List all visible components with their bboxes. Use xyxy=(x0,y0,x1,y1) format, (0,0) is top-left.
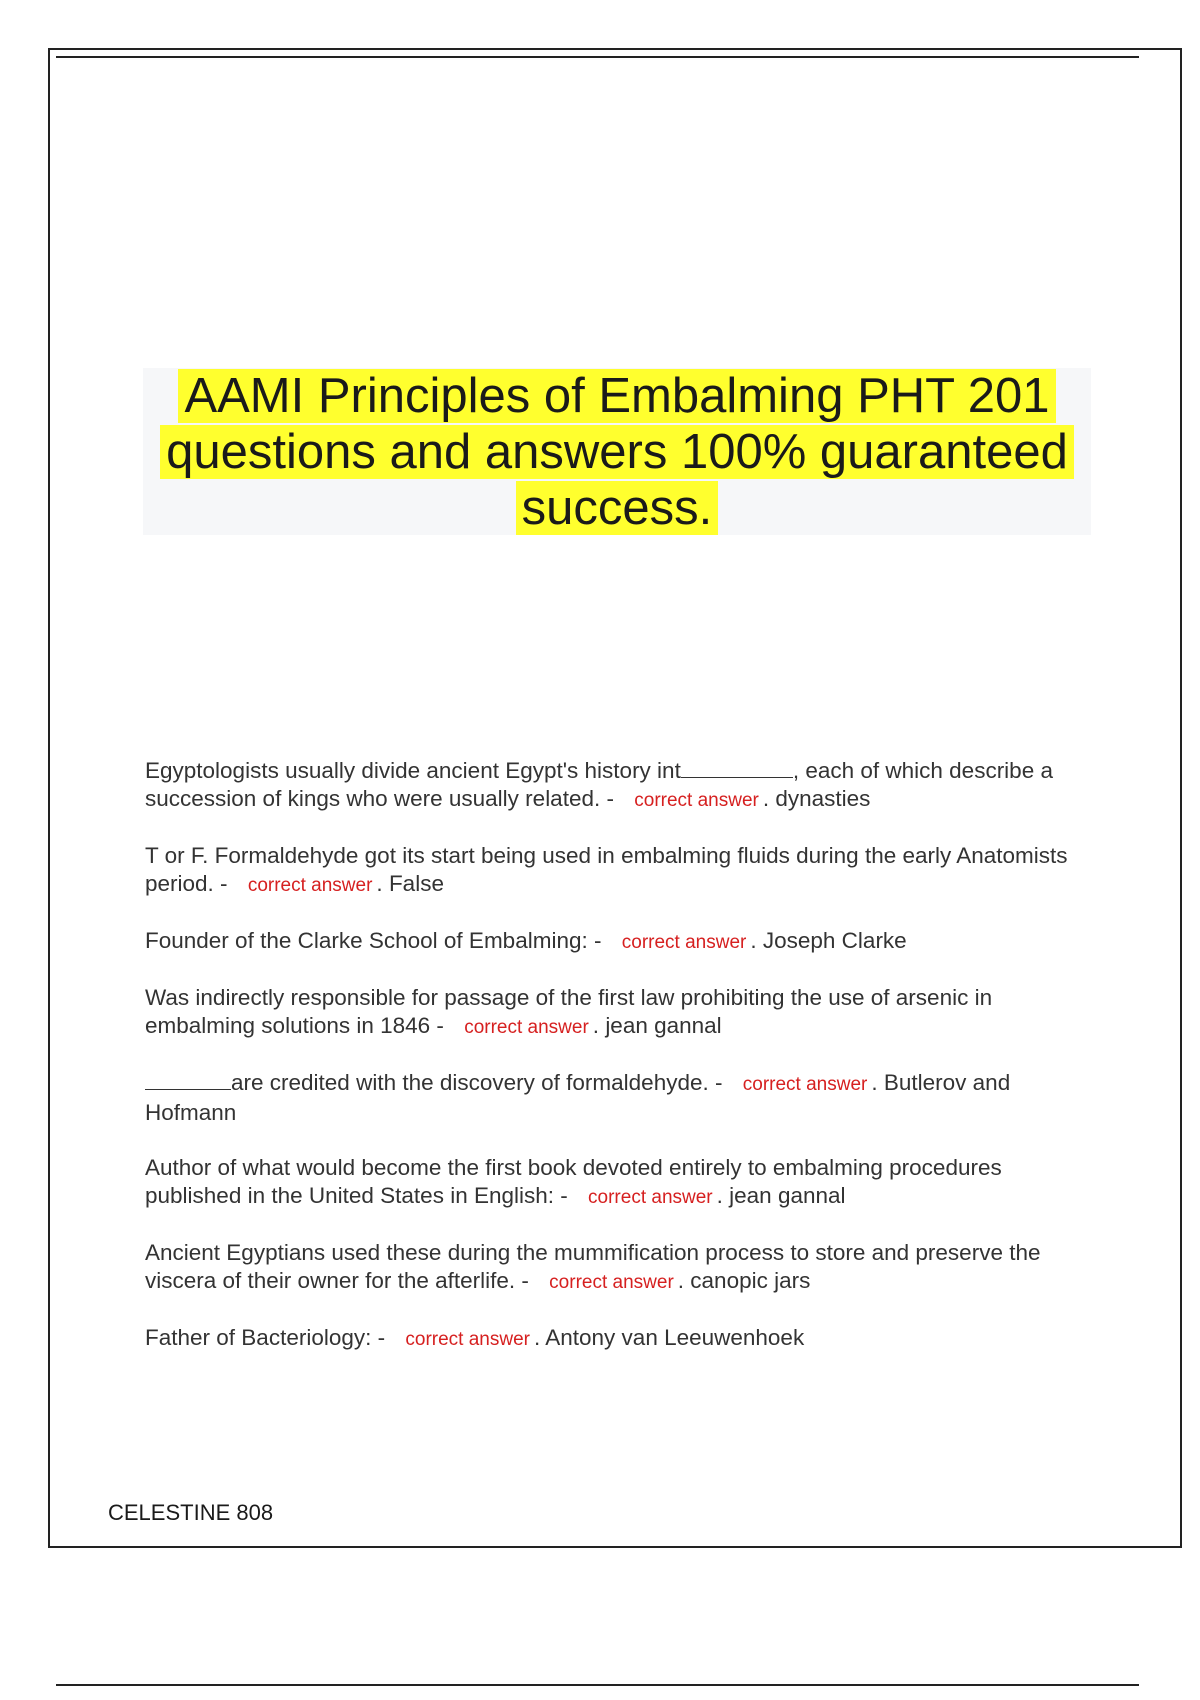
qa-item: Author of what would become the first book devoted entirely to embalming procedures published in the United States in English: - correct answer . jean gannal xyxy=(145,1155,1002,1208)
qa-list xyxy=(145,757,1085,1381)
correct-answer-marker: correct answer xyxy=(405,1329,530,1350)
answer-text: dynasties xyxy=(775,786,871,811)
question-text: Was indirectly responsible for passage of the first law prohibiting the use of arsenic in embalming solutions in 1846 - xyxy=(145,985,993,1038)
qa-item: are credited with the discovery of formaldehyde. - correct answer . Butlerov and Hofmann xyxy=(145,1070,1011,1125)
question-text: , each of which describe a succession of kings who were usually related. - xyxy=(145,758,1053,811)
answer-text: Butlerov and Hofmann xyxy=(145,1070,1011,1125)
correct-answer-marker: correct answer xyxy=(464,1017,589,1038)
question-text: Father of Bacteriology: - xyxy=(145,1325,386,1350)
question-text: Ancient Egyptians used these during the mummification process to store and preserve the viscera of their owner for the afterlife. - xyxy=(145,1240,1041,1293)
bottom-rule xyxy=(56,1684,1139,1686)
question-text: T or F. Formaldehyde got its start being used in embalming fluids during the early Anatomists period. - xyxy=(145,843,1068,896)
title-line-1: AAMI Principles of Embalming PHT 201 xyxy=(178,369,1055,423)
qa-item: Ancient Egyptians used these during the mummification process to store and preserve the viscera of their owner for the afterlife. - correct answer . canopic jars xyxy=(145,1240,1041,1293)
document-title xyxy=(160,368,1074,536)
correct-answer-marker: correct answer xyxy=(634,790,759,811)
title-line-3: success. xyxy=(516,481,719,535)
correct-answer-marker: correct answer xyxy=(742,1074,868,1095)
title-block xyxy=(143,368,1091,535)
correct-answer-marker: correct answer xyxy=(247,875,373,896)
answer-text: Antony van Leeuwenhoek xyxy=(545,1325,805,1350)
qa-item: T or F. Formaldehyde got its start being used in embalming fluids during the early Anatomists period. - correct answer . False xyxy=(145,843,1068,896)
title-line-2: questions and answers 100% guaranteed xyxy=(160,425,1074,479)
correct-answer-marker: correct answer xyxy=(549,1272,674,1293)
correct-answer-marker: correct answer xyxy=(588,1187,713,1208)
qa-item: Was indirectly responsible for passage of the first law prohibiting the use of arsenic in embalming solutions in 1846 - correct answer . jean gannal xyxy=(145,985,993,1038)
answer-text: canopic jars xyxy=(690,1268,811,1293)
answer-text: False xyxy=(388,871,444,896)
question-text: are credited with the discovery of formaldehyde. - xyxy=(231,1070,723,1095)
question-text: Egyptologists usually divide ancient Egypt's history int xyxy=(145,758,681,783)
page-footer: CELESTINE 808 xyxy=(108,1500,274,1525)
answer-text: Joseph Clarke xyxy=(762,928,907,953)
question-text: Author of what would become the first book devoted entirely to embalming procedures published in the United States in English: - xyxy=(145,1155,1002,1208)
qa-item: Egyptologists usually divide ancient Egypt's history int , each of which describe a succession of kings who were usually related. - correct answer . dynasties xyxy=(145,758,1053,811)
qa-item: Founder of the Clarke School of Embalming: - correct answer . Joseph Clarke xyxy=(145,928,907,953)
question-text: Founder of the Clarke School of Embalming: - xyxy=(145,928,602,953)
answer-text: jean gannal xyxy=(605,1013,722,1038)
fill-in-blank xyxy=(681,757,793,778)
correct-answer-marker: correct answer xyxy=(621,932,747,953)
fill-in-blank xyxy=(145,1069,231,1090)
answer-text: jean gannal xyxy=(729,1183,846,1208)
qa-item: Father of Bacteriology: - correct answer . Antony van Leeuwenhoek xyxy=(145,1325,805,1350)
